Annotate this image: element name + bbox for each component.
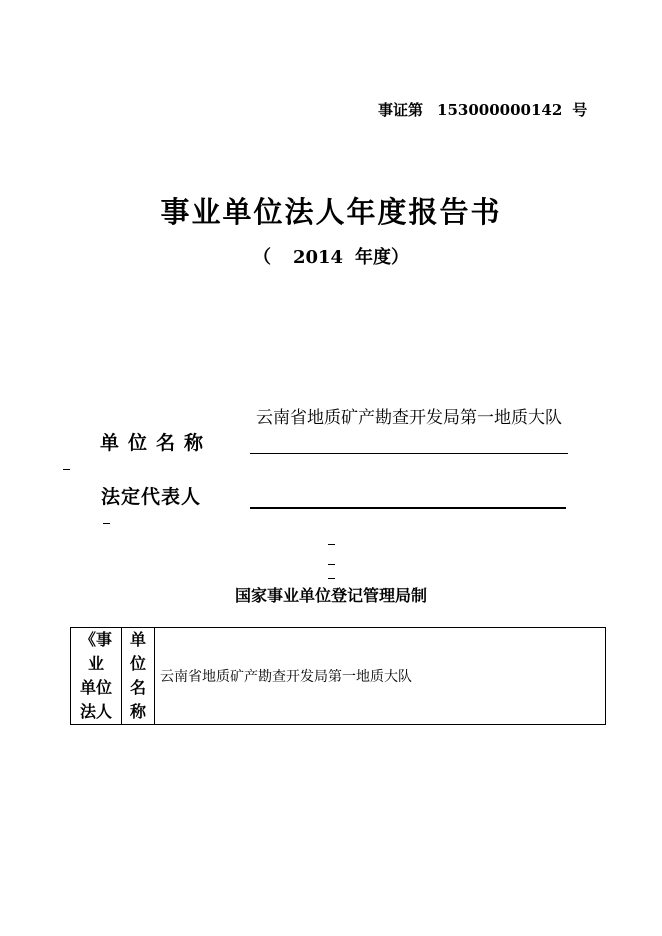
certificate-number <box>378 99 587 120</box>
certificate-suffix: 号 <box>572 101 588 119</box>
document-title: 事业单位法人年度报告书 <box>160 195 502 229</box>
legal-representative-underline <box>250 507 566 509</box>
certificate-prefix: 事证第 <box>378 101 424 119</box>
stray-dash <box>328 544 335 545</box>
issuing-authority: 国家事业单位登记管理局制 <box>234 586 427 605</box>
legal-representative-value <box>250 484 566 504</box>
stray-dash <box>63 469 70 470</box>
field-label-char: 位 <box>129 654 146 673</box>
category-line: 单位 <box>79 678 112 697</box>
stray-dash <box>103 523 110 524</box>
year-open-paren: （ <box>252 247 271 268</box>
field-label-char: 单 <box>129 630 146 649</box>
field-label-char: 称 <box>129 702 146 721</box>
certificate-number-value: 153000000142 <box>437 101 563 119</box>
unit-name-underline <box>250 453 568 454</box>
unit-name-cell: 云南省地质矿产勘查开发局第一地质大队 <box>155 628 606 725</box>
report-year <box>0 243 662 269</box>
field-label-char: 名 <box>129 678 146 697</box>
stray-dash <box>328 578 335 579</box>
table-row <box>71 628 606 725</box>
category-line: 法人 <box>79 702 112 721</box>
field-label-cell <box>122 628 155 725</box>
unit-name-value: 云南省地质矿产勘查开发局第一地质大队 <box>256 408 562 428</box>
category-cell <box>71 628 122 725</box>
category-line: 《事 <box>79 630 112 649</box>
legal-representative-label: 法定代表人 <box>101 486 202 508</box>
stray-dash <box>328 564 335 565</box>
category-line: 业 <box>87 654 104 673</box>
unit-name-label: 单位名称 <box>100 432 213 454</box>
year-value: 2014 <box>292 247 344 268</box>
year-suffix: 年度） <box>355 247 410 268</box>
info-table <box>70 627 606 725</box>
